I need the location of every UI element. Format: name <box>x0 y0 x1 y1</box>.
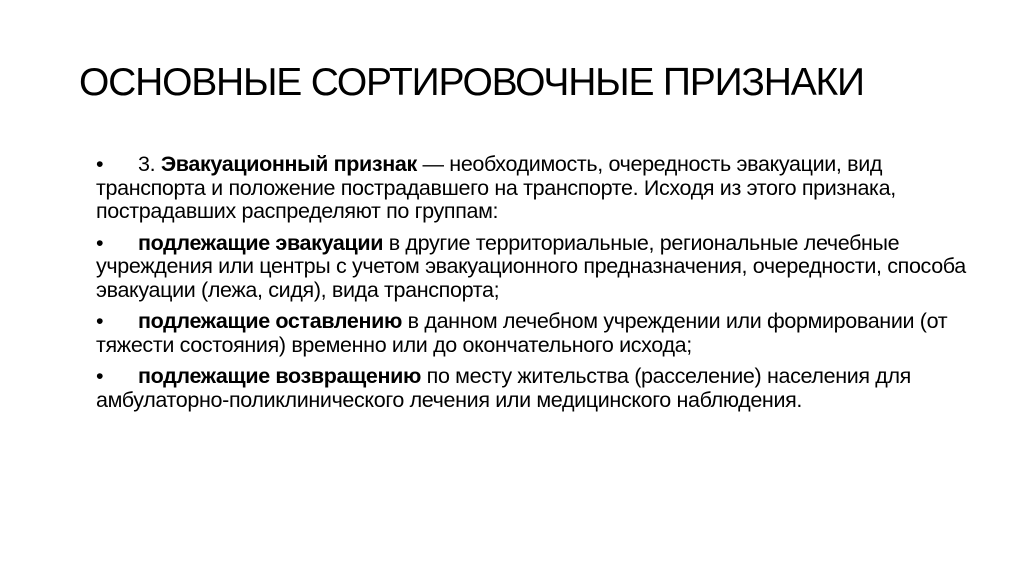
list-item <box>96 232 966 303</box>
item-number: 3. <box>138 152 161 176</box>
item-heading: подлежащие эвакуации <box>138 230 384 255</box>
list-item <box>96 153 966 224</box>
item-text: в другие территориальные, региональные лечебные учреждения или центры с учетом эвакуационного предназначения, очередности, способа эвакуации (лежа, сидя), вида транспорта; <box>96 230 966 302</box>
item-heading: подлежащие оставлению <box>138 309 403 333</box>
bullet-icon: • <box>96 152 104 176</box>
item-heading: подлежащие возвращению <box>138 364 422 388</box>
bullet-icon: • <box>96 364 104 388</box>
list-item <box>96 365 966 412</box>
bullet-icon: • <box>96 230 104 255</box>
list-item <box>96 310 966 357</box>
item-text: в данном лечебном учреждении или формировании (от тяжести состояния) временно или до окончательного исхода; <box>96 309 948 357</box>
bullet-list <box>96 153 966 420</box>
item-heading: Эвакуационный признак <box>160 152 417 176</box>
slide-title: ОСНОВНЫЕ СОРТИРОВОЧНЫЕ ПРИЗНАКИ <box>79 61 864 104</box>
item-text: по месту жительства (расселение) населения для амбулаторно-поликлинического лечения или медицинского наблюдения. <box>96 364 911 412</box>
bullet-icon: • <box>96 309 104 333</box>
item-text: — необходимость, очередность эвакуации, вид транспорта и положение пострадавшего на транспорте. Исходя из этого признака, пострадавших распределяют по группам: <box>96 152 896 223</box>
